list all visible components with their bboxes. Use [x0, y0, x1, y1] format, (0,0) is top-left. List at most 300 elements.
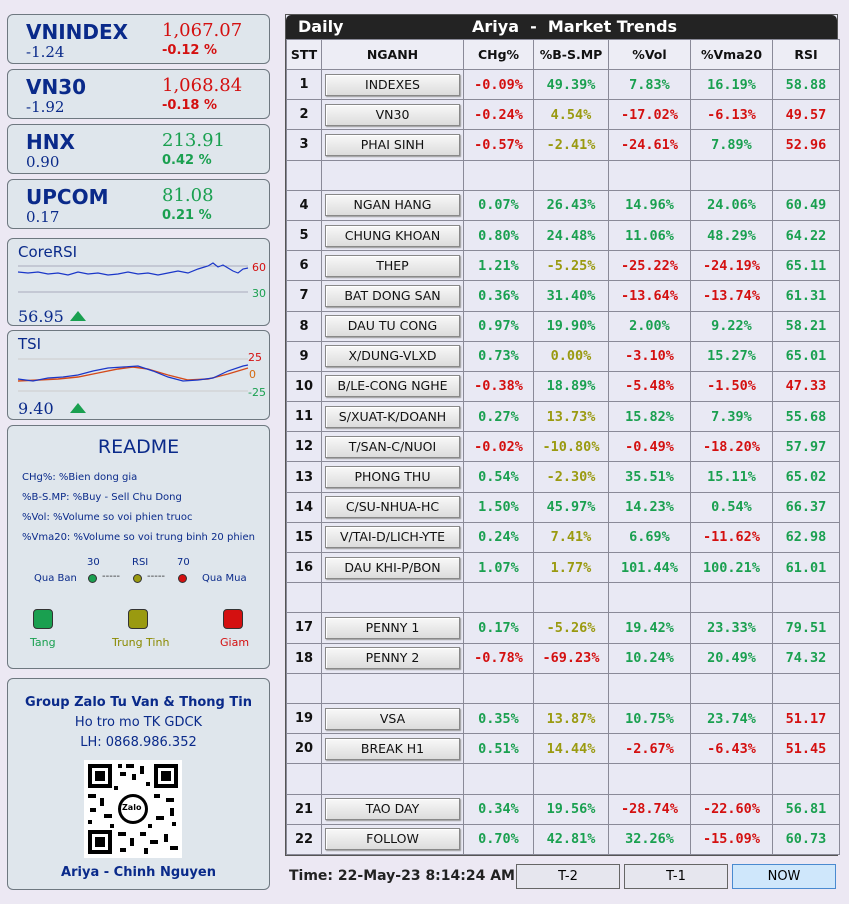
readme-line: CHg%: %Bien dong gia	[22, 472, 138, 483]
neutral-dot-icon	[133, 574, 142, 583]
zalo-logo-label: Zalo	[122, 803, 142, 812]
spacer-cell	[287, 673, 322, 703]
sector-button[interactable]: TAO DAY	[325, 798, 460, 820]
row-bs: 31.40%	[534, 281, 609, 311]
overbought-dot-icon	[178, 574, 187, 583]
row-rsi: 58.21	[773, 311, 840, 341]
sector-button[interactable]: NGAN HANG	[325, 194, 460, 216]
index-pct: 0.42 %	[162, 153, 212, 168]
row-vma: 48.29%	[691, 220, 773, 250]
row-chg: 0.35%	[464, 703, 534, 733]
row-vma: 16.19%	[691, 70, 773, 100]
now-button[interactable]: NOW	[732, 864, 836, 889]
row-vma: 7.39%	[691, 402, 773, 432]
qua-ban-label: Qua Ban	[34, 573, 77, 584]
index-panel-hnx	[7, 124, 270, 174]
sector-button[interactable]: PHONG THU	[325, 466, 460, 488]
rsi-low-label: 30	[87, 557, 100, 568]
row-stt: 10	[287, 371, 322, 401]
spacer-cell	[534, 764, 609, 794]
row-vol: 7.83%	[609, 70, 691, 100]
row-bs: 0.00%	[534, 341, 609, 371]
row-stt: 19	[287, 703, 322, 733]
up-arrow-icon	[70, 403, 86, 413]
row-rsi: 61.31	[773, 281, 840, 311]
row-rsi: 47.33	[773, 371, 840, 401]
timestamp: Time: 22-May-23 8:14:24 AM	[289, 868, 515, 884]
index-pct: -0.12 %	[162, 43, 218, 58]
corersi-upper-label: 60	[252, 261, 266, 274]
row-chg: -0.02%	[464, 432, 534, 462]
row-vol: 101.44%	[609, 553, 691, 583]
table-row	[287, 613, 840, 643]
giam-swatch-icon	[223, 609, 243, 629]
row-vma: -24.19%	[691, 251, 773, 281]
sector-button[interactable]: VN30	[325, 104, 460, 126]
sector-button[interactable]: THEP	[325, 255, 460, 277]
row-stt: 18	[287, 643, 322, 673]
board-title: Ariya - Market Trends	[472, 17, 678, 36]
tsi-panel	[7, 330, 270, 420]
spacer-cell	[773, 160, 840, 190]
row-stt: 9	[287, 341, 322, 371]
row-chg: 1.21%	[464, 251, 534, 281]
row-name-cell	[322, 190, 464, 220]
spacer-cell	[691, 764, 773, 794]
row-vma: -6.43%	[691, 734, 773, 764]
row-chg: 0.24%	[464, 522, 534, 552]
tsi-value: 9.40	[18, 399, 54, 418]
table-row	[287, 462, 840, 492]
row-stt: 13	[287, 462, 322, 492]
table-row	[287, 824, 840, 854]
corersi-value: 56.95	[18, 307, 64, 326]
spacer-cell	[609, 673, 691, 703]
spacer-cell	[609, 764, 691, 794]
spacer-cell	[322, 583, 464, 613]
tang-swatch-icon	[33, 609, 53, 629]
market-trends-board	[285, 14, 838, 856]
row-vol: 11.06%	[609, 220, 691, 250]
row-name-cell	[322, 794, 464, 824]
row-name-cell	[322, 371, 464, 401]
readme-line: %B-S.MP: %Buy - Sell Chu Dong	[22, 492, 182, 503]
index-panel-vnindex	[7, 14, 270, 64]
row-rsi: 64.22	[773, 220, 840, 250]
row-rsi: 51.17	[773, 703, 840, 733]
row-chg: 0.51%	[464, 734, 534, 764]
row-chg: -0.57%	[464, 130, 534, 160]
dash-separator: -----	[102, 571, 121, 582]
tsi-lower-label: -25	[248, 386, 266, 399]
sector-button[interactable]: PHAI SINH	[325, 134, 460, 156]
spacer-cell	[287, 583, 322, 613]
row-name-cell	[322, 462, 464, 492]
index-value: 1,067.07	[162, 20, 243, 41]
sector-button[interactable]: T/SAN-C/NUOI	[325, 436, 460, 458]
spacer-cell	[534, 160, 609, 190]
sector-button[interactable]: FOLLOW	[325, 828, 460, 850]
board-period: Daily	[298, 17, 344, 36]
table-row	[287, 130, 840, 160]
col-header-vma20[interactable]: %Vma20	[691, 40, 773, 70]
row-chg: 0.54%	[464, 462, 534, 492]
spacer-cell	[691, 673, 773, 703]
row-vma: -15.09%	[691, 824, 773, 854]
table-row	[287, 371, 840, 401]
row-rsi: 52.96	[773, 130, 840, 160]
row-chg: -0.78%	[464, 643, 534, 673]
row-name-cell	[322, 643, 464, 673]
table-row	[287, 341, 840, 371]
index-panel-vn30	[7, 69, 270, 119]
footer-bar	[285, 864, 838, 890]
row-vol: -13.64%	[609, 281, 691, 311]
sector-button[interactable]: VSA	[325, 708, 460, 730]
row-stt: 4	[287, 190, 322, 220]
row-rsi: 65.11	[773, 251, 840, 281]
spacer-cell	[691, 583, 773, 613]
row-vol: -17.02%	[609, 100, 691, 130]
row-chg: -0.09%	[464, 70, 534, 100]
t-minus-1-button[interactable]: T-1	[624, 864, 728, 889]
author-name: Ariya - Chinh Nguyen	[61, 865, 216, 880]
sector-button[interactable]: V/TAI-D/LICH-YTE	[325, 526, 460, 548]
row-vol: 15.82%	[609, 402, 691, 432]
row-vol: -2.67%	[609, 734, 691, 764]
row-vma: -22.60%	[691, 794, 773, 824]
row-bs: 13.73%	[534, 402, 609, 432]
row-chg: -0.38%	[464, 371, 534, 401]
table-row	[287, 492, 840, 522]
table-row	[287, 190, 840, 220]
sector-button[interactable]: PENNY 2	[325, 647, 460, 669]
row-rsi: 56.81	[773, 794, 840, 824]
spacer-cell	[464, 764, 534, 794]
row-bs: 18.89%	[534, 371, 609, 401]
row-name-cell	[322, 824, 464, 854]
row-name-cell	[322, 553, 464, 583]
table-row	[287, 734, 840, 764]
row-vma: 20.49%	[691, 643, 773, 673]
row-rsi: 65.01	[773, 341, 840, 371]
row-name-cell	[322, 432, 464, 462]
readme-line: %Vol: %Volume so voi phien truoc	[22, 512, 193, 523]
sector-button[interactable]: BREAK H1	[325, 738, 460, 760]
row-rsi: 58.88	[773, 70, 840, 100]
table-row	[287, 432, 840, 462]
row-vol: 2.00%	[609, 311, 691, 341]
sector-button[interactable]: BAT DONG SAN	[325, 285, 460, 307]
row-name-cell	[322, 734, 464, 764]
index-pct: -0.18 %	[162, 98, 218, 113]
readme-line: %Vma20: %Volume so voi trung binh 20 phien	[22, 532, 255, 543]
row-vma: -6.13%	[691, 100, 773, 130]
giam-label: Giam	[220, 636, 250, 649]
spacer-cell	[464, 160, 534, 190]
row-vol: 6.69%	[609, 522, 691, 552]
zalo-panel	[7, 678, 270, 890]
row-rsi: 61.01	[773, 553, 840, 583]
col-header-vol[interactable]: %Vol	[609, 40, 691, 70]
row-vol: -3.10%	[609, 341, 691, 371]
row-stt: 5	[287, 220, 322, 250]
spacer-cell	[609, 583, 691, 613]
tang-label: Tang	[30, 636, 56, 649]
row-rsi: 74.32	[773, 643, 840, 673]
table-row	[287, 100, 840, 130]
table-row	[287, 281, 840, 311]
row-chg: 1.50%	[464, 492, 534, 522]
index-change: 0.90	[26, 153, 60, 171]
row-stt: 20	[287, 734, 322, 764]
row-vma: 24.06%	[691, 190, 773, 220]
row-vma: -13.74%	[691, 281, 773, 311]
spacer-row	[287, 160, 840, 190]
zalo-group-title: Group Zalo Tu Van & Thong Tin	[25, 695, 252, 710]
row-vol: -5.48%	[609, 371, 691, 401]
table-row	[287, 522, 840, 552]
row-stt: 8	[287, 311, 322, 341]
row-bs: 24.48%	[534, 220, 609, 250]
row-bs: 14.44%	[534, 734, 609, 764]
row-vol: 10.75%	[609, 703, 691, 733]
row-rsi: 49.57	[773, 100, 840, 130]
row-vol: 32.26%	[609, 824, 691, 854]
index-name: VN30	[26, 75, 87, 99]
row-bs: -2.41%	[534, 130, 609, 160]
row-bs: 49.39%	[534, 70, 609, 100]
row-bs: 13.87%	[534, 703, 609, 733]
t-minus-2-button[interactable]: T-2	[516, 864, 620, 889]
row-rsi: 65.02	[773, 462, 840, 492]
table-body	[287, 70, 840, 855]
row-bs: 42.81%	[534, 824, 609, 854]
row-vma: -18.20%	[691, 432, 773, 462]
tsi-upper-label: 25	[248, 351, 262, 364]
index-pct: 0.21 %	[162, 208, 212, 223]
zalo-support-text: Ho tro mo TK GDCK	[74, 715, 203, 730]
spacer-cell	[464, 673, 534, 703]
row-chg: 0.73%	[464, 341, 534, 371]
qua-mua-label: Qua Mua	[202, 573, 247, 584]
row-name-cell	[322, 100, 464, 130]
row-name-cell	[322, 70, 464, 100]
index-name: UPCOM	[26, 185, 109, 209]
spacer-cell	[322, 673, 464, 703]
row-vol: -28.74%	[609, 794, 691, 824]
row-name-cell	[322, 311, 464, 341]
row-stt: 14	[287, 492, 322, 522]
spacer-cell	[322, 764, 464, 794]
row-rsi: 51.45	[773, 734, 840, 764]
row-bs: -5.26%	[534, 613, 609, 643]
row-vol: 14.96%	[609, 190, 691, 220]
row-bs: 19.90%	[534, 311, 609, 341]
table-row	[287, 402, 840, 432]
row-rsi: 60.73	[773, 824, 840, 854]
table-row	[287, 251, 840, 281]
row-bs: 4.54%	[534, 100, 609, 130]
row-rsi: 62.98	[773, 522, 840, 552]
row-name-cell	[322, 220, 464, 250]
trung-tinh-swatch-icon	[128, 609, 148, 629]
row-vol: 14.23%	[609, 492, 691, 522]
row-stt: 11	[287, 402, 322, 432]
index-name: VNINDEX	[26, 20, 129, 44]
index-value: 1,068.84	[162, 75, 243, 96]
row-vma: 9.22%	[691, 311, 773, 341]
row-name-cell	[322, 341, 464, 371]
row-chg: 0.17%	[464, 613, 534, 643]
row-stt: 17	[287, 613, 322, 643]
row-vol: -0.49%	[609, 432, 691, 462]
table-row	[287, 703, 840, 733]
sector-button[interactable]: DAU TU CONG	[325, 315, 460, 337]
row-bs: -69.23%	[534, 643, 609, 673]
table-row	[287, 553, 840, 583]
row-bs: 19.56%	[534, 794, 609, 824]
row-vma: 15.11%	[691, 462, 773, 492]
spacer-cell	[773, 583, 840, 613]
spacer-cell	[773, 764, 840, 794]
row-chg: 0.70%	[464, 824, 534, 854]
board-header	[286, 15, 837, 39]
sector-button[interactable]: CHUNG KHOAN	[325, 225, 460, 247]
spacer-row	[287, 673, 840, 703]
row-bs: 1.77%	[534, 553, 609, 583]
row-rsi: 55.68	[773, 402, 840, 432]
row-bs: -2.30%	[534, 462, 609, 492]
row-stt: 3	[287, 130, 322, 160]
row-name-cell	[322, 613, 464, 643]
table-row	[287, 311, 840, 341]
row-chg: 0.27%	[464, 402, 534, 432]
row-vol: -25.22%	[609, 251, 691, 281]
index-change: -1.92	[26, 98, 65, 116]
row-vol: 35.51%	[609, 462, 691, 492]
corersi-lower-label: 30	[252, 287, 266, 300]
readme-title: README	[97, 436, 180, 458]
sector-button[interactable]: DAU KHI-P/BON	[325, 557, 460, 579]
row-rsi: 60.49	[773, 190, 840, 220]
row-bs: -5.25%	[534, 251, 609, 281]
sector-button[interactable]: INDEXES	[325, 74, 460, 96]
spacer-cell	[691, 160, 773, 190]
row-name-cell	[322, 522, 464, 552]
rsi-high-label: 70	[177, 557, 190, 568]
row-chg: 0.34%	[464, 794, 534, 824]
row-vol: 10.24%	[609, 643, 691, 673]
up-arrow-icon	[70, 311, 86, 321]
index-value: 213.91	[162, 130, 225, 151]
spacer-cell	[534, 673, 609, 703]
row-vma: 15.27%	[691, 341, 773, 371]
index-change: -1.24	[26, 43, 65, 61]
row-stt: 21	[287, 794, 322, 824]
col-header-rsi[interactable]: RSI	[773, 40, 840, 70]
row-vma: 23.33%	[691, 613, 773, 643]
row-chg: 0.80%	[464, 220, 534, 250]
row-name-cell	[322, 251, 464, 281]
spacer-cell	[609, 160, 691, 190]
row-stt: 7	[287, 281, 322, 311]
row-vma: -1.50%	[691, 371, 773, 401]
row-stt: 1	[287, 70, 322, 100]
sector-button[interactable]: B/LE-CONG NGHE	[325, 375, 460, 397]
row-vma: 23.74%	[691, 703, 773, 733]
row-vol: -24.61%	[609, 130, 691, 160]
row-vol: 19.42%	[609, 613, 691, 643]
sector-button[interactable]: S/XUAT-K/DOANH	[325, 406, 460, 428]
index-change: 0.17	[26, 208, 60, 226]
row-vma: -11.62%	[691, 522, 773, 552]
row-stt: 6	[287, 251, 322, 281]
row-bs: -10.80%	[534, 432, 609, 462]
row-vma: 7.89%	[691, 130, 773, 160]
row-stt: 2	[287, 100, 322, 130]
row-chg: 1.07%	[464, 553, 534, 583]
spacer-row	[287, 764, 840, 794]
row-bs: 7.41%	[534, 522, 609, 552]
row-bs: 45.97%	[534, 492, 609, 522]
col-header-nganh[interactable]: NGANH	[322, 40, 464, 70]
table-row	[287, 220, 840, 250]
row-chg: 0.97%	[464, 311, 534, 341]
row-rsi: 57.97	[773, 432, 840, 462]
corersi-title: CoreRSI	[18, 243, 78, 261]
index-panel-upcom	[7, 179, 270, 229]
table-row	[287, 643, 840, 673]
row-name-cell	[322, 703, 464, 733]
sector-button[interactable]: C/SU-NHUA-HC	[325, 496, 460, 518]
row-stt: 16	[287, 553, 322, 583]
row-chg: -0.24%	[464, 100, 534, 130]
spacer-cell	[534, 583, 609, 613]
sector-button[interactable]: PENNY 1	[325, 617, 460, 639]
dash-separator: -----	[147, 571, 166, 582]
row-chg: 0.36%	[464, 281, 534, 311]
col-header-bs[interactable]: %B-S.MP	[534, 40, 609, 70]
row-name-cell	[322, 130, 464, 160]
trung-tinh-label: Trung Tinh	[112, 636, 170, 649]
oversold-dot-icon	[88, 574, 97, 583]
spacer-row	[287, 583, 840, 613]
readme-panel	[7, 425, 270, 669]
row-name-cell	[322, 281, 464, 311]
row-vma: 0.54%	[691, 492, 773, 522]
sector-button[interactable]: X/DUNG-VLXD	[325, 345, 460, 367]
row-vma: 100.21%	[691, 553, 773, 583]
col-header-stt[interactable]: STT	[287, 40, 322, 70]
col-header-chg[interactable]: CHg%	[464, 40, 534, 70]
row-stt: 22	[287, 824, 322, 854]
index-name: HNX	[26, 130, 75, 154]
spacer-cell	[322, 160, 464, 190]
row-name-cell	[322, 492, 464, 522]
row-stt: 15	[287, 522, 322, 552]
table-row	[287, 70, 840, 100]
index-value: 81.08	[162, 185, 214, 206]
table-header-row	[287, 40, 840, 70]
row-bs: 26.43%	[534, 190, 609, 220]
tsi-mid-label: 0	[249, 368, 256, 381]
spacer-cell	[464, 583, 534, 613]
corersi-panel	[7, 238, 270, 326]
row-stt: 12	[287, 432, 322, 462]
row-name-cell	[322, 402, 464, 432]
spacer-cell	[287, 764, 322, 794]
